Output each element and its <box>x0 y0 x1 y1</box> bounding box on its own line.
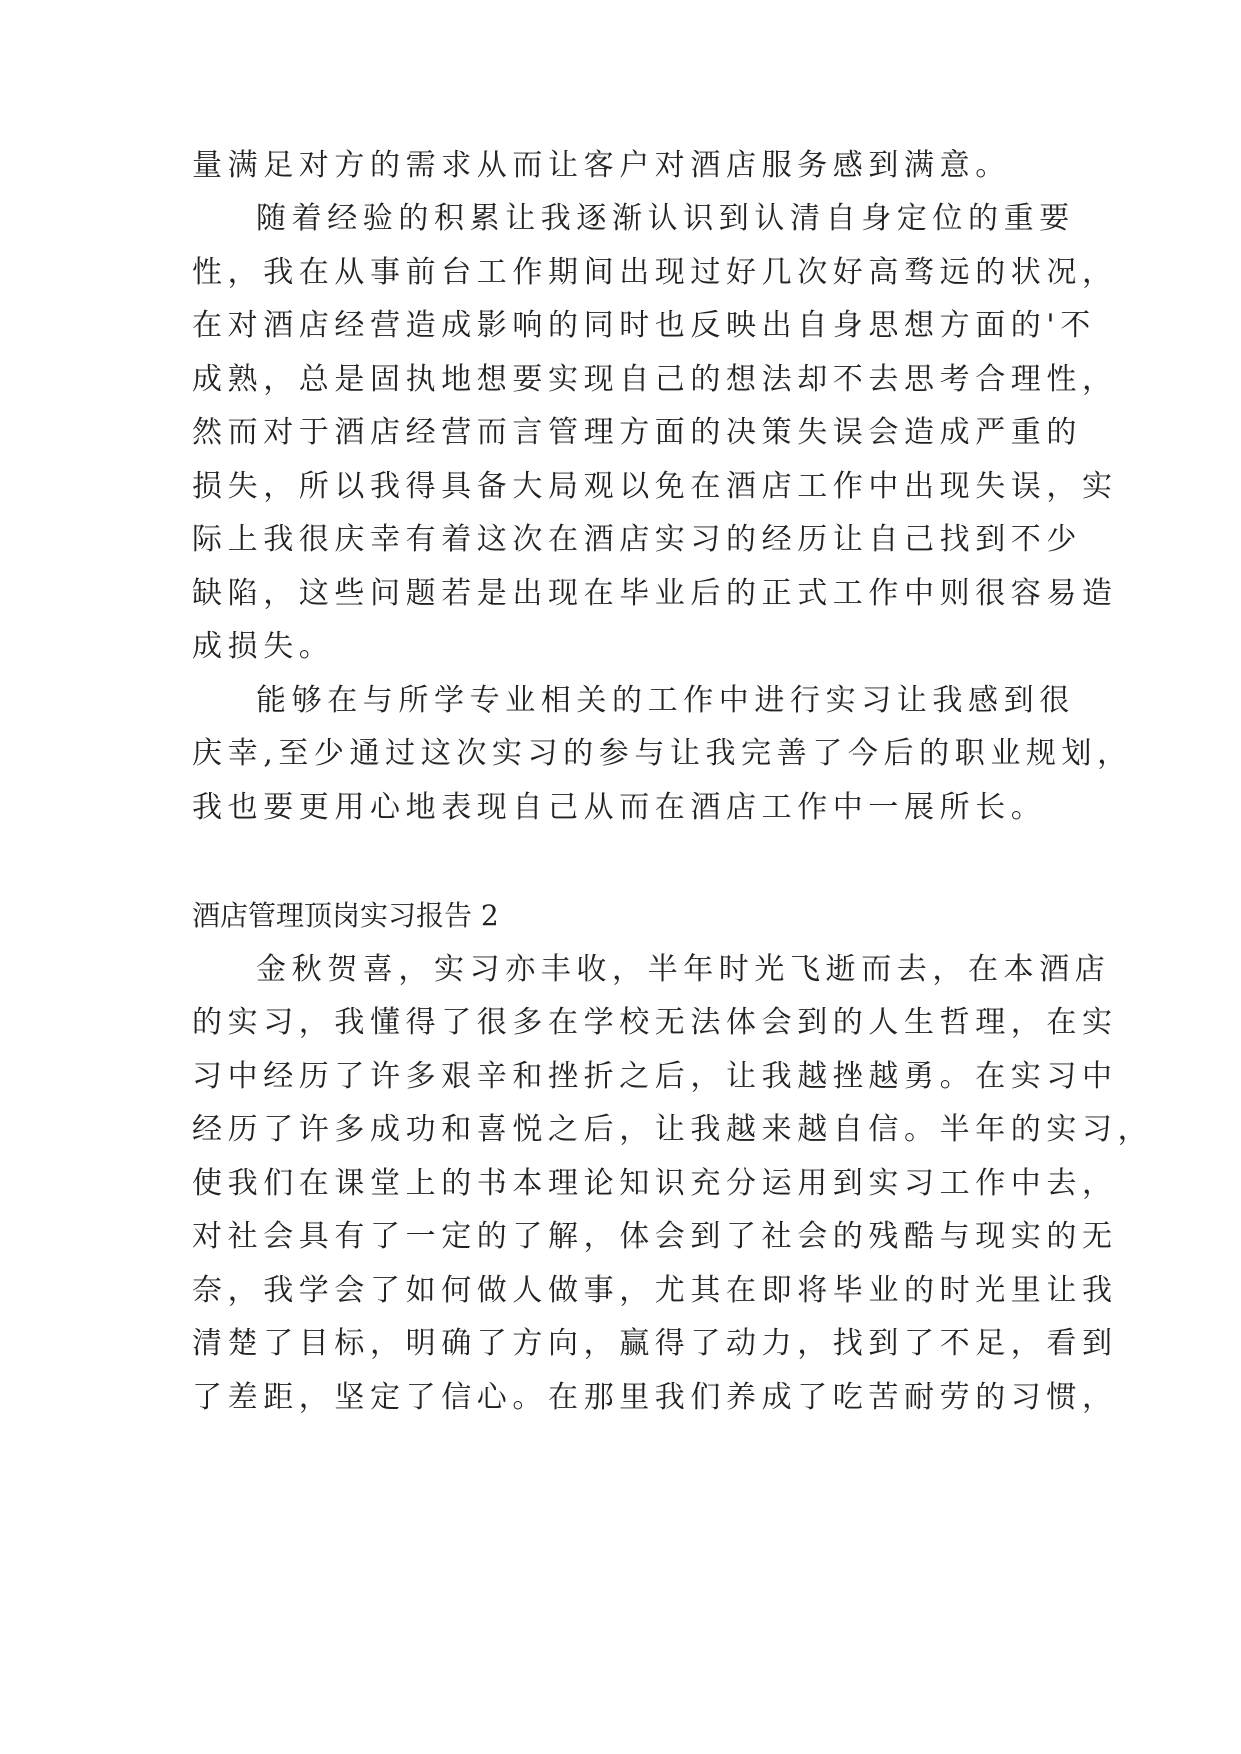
text-line: 对社会具有了一定的了解，体会到了社会的残酷与现实的无 <box>192 1219 1118 1254</box>
text-line: 了差距，坚定了信心。在那里我们养成了吃苦耐劳的习惯， <box>192 1380 1118 1415</box>
text-line: 在对酒店经营造成影响的同时也反映出自身思想方面的'不 <box>192 308 1096 343</box>
text-line: 成熟，总是固执地想要实现自己的想法却不去思考合理性， <box>192 362 1118 397</box>
text-line: 成损失。 <box>192 629 335 664</box>
paragraph-first-line: 随着经验的积累让我逐渐认识到认清自身定位的重要 <box>256 201 1075 236</box>
paragraph-first-line: 能够在与所学专业相关的工作中进行实习让我感到很 <box>256 683 1075 718</box>
text-line: 性，我在从事前台工作期间出现过好几次好高骛远的状况， <box>192 255 1118 290</box>
text-line: 量满足对方的需求从而让客户对酒店服务感到满意。 <box>192 148 1011 183</box>
text-line: 使我们在课堂上的书本理论知识充分运用到实习工作中去， <box>192 1166 1118 1201</box>
text-line: 经历了许多成功和喜悦之后，让我越来越自信。半年的实习， <box>192 1112 1154 1147</box>
text-line: 清楚了目标，明确了方向，赢得了动力，找到了不足，看到 <box>192 1326 1118 1361</box>
text-line: 际上我很庆幸有着这次在酒店实习的经历让自己找到不少 <box>192 522 1082 557</box>
text-line: 损失，所以我得具备大局观以免在酒店工作中出现失误，实 <box>192 469 1118 504</box>
text-line: 奈，我学会了如何做人做事，尤其在即将毕业的时光里让我 <box>192 1273 1118 1308</box>
text-line: 庆幸,至少通过这次实习的参与让我完善了今后的职业规划， <box>192 736 1133 771</box>
text-line: 我也要更用心地表现自己从而在酒店工作中一展所长。 <box>192 790 1047 825</box>
text-line: 习中经历了许多艰辛和挫折之后，让我越挫越勇。在实习中 <box>192 1059 1118 1094</box>
text-line: 然而对于酒店经营而言管理方面的决策失误会造成严重的 <box>192 415 1082 450</box>
paragraph-first-line: 金秋贺喜，实习亦丰收，半年时光飞逝而去，在本酒店 <box>256 952 1111 987</box>
section-heading: 酒店管理顶岗实习报告 2 <box>192 899 499 932</box>
text-line: 缺陷，这些问题若是出现在毕业后的正式工作中则很容易造 <box>192 576 1118 611</box>
text-line: 的实习，我懂得了很多在学校无法体会到的人生哲理，在实 <box>192 1005 1118 1040</box>
